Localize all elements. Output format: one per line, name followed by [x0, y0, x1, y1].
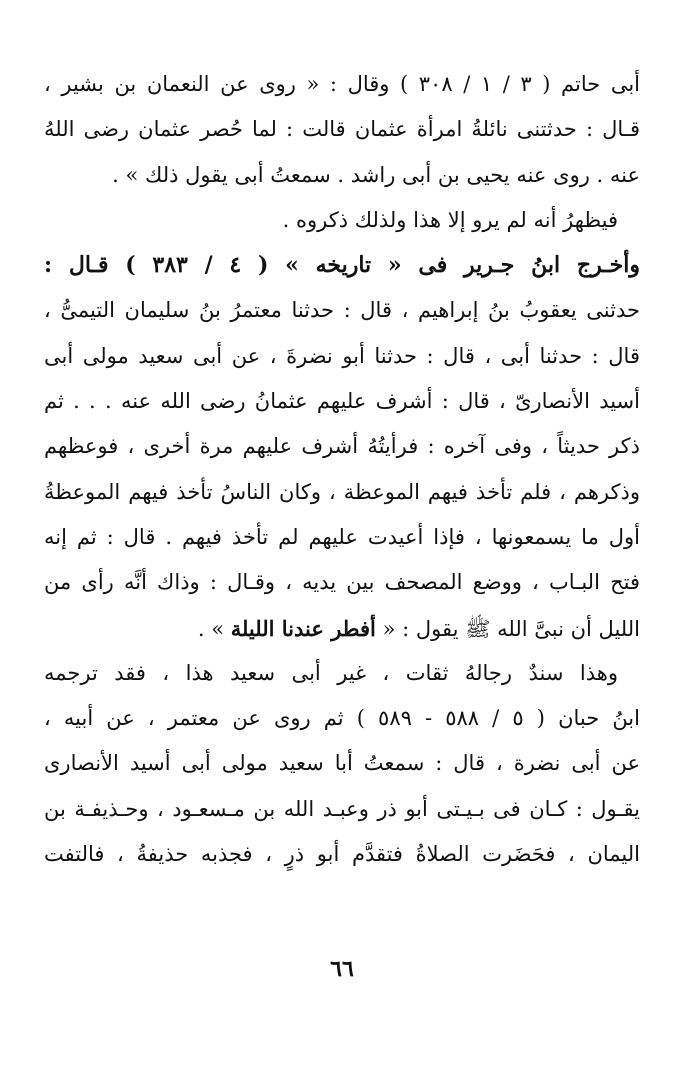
text-line-8: أسيد الأنصارىّ ، قال : أشرف عليهم عثمانُ رضى الله عنه . . . ثم	[44, 389, 640, 414]
text-line-2: قـال : حدثتنى نائلةُ امرأة عثمان قالت : لما حُصر عثمان رضى اللهُ	[44, 117, 640, 142]
text-line-13	[44, 606, 640, 651]
text-line-11: أول ما يسمعونها ، فإذا أعيدت عليهم لم تأخذ فيهم . قال : ثم إنه	[44, 524, 640, 549]
text-line-3: عنه . روى عنه يحيى بن أبى راشد . سمعتُ أبى يقول ذلك » .	[112, 162, 640, 187]
text-line-12: فتح البـاب ، ووضع المصحف بين يديه ، وقـال : وذاك أنَّه رأى من	[44, 570, 640, 595]
text-line-15: ابنُ حبان ( ٥ / ٥٨٨ - ٥٨٩ ) ثم روى عن معتمر ، عن أبيه ،	[44, 706, 640, 731]
text-line-7: قال : حدثنا أبى ، قال : حدثنا أبو نضرةَ ، عن أبى سعيد مولى أبى	[44, 343, 640, 368]
text-line-4: فيظهرُ أنه لم يرو إلا هذا ولذلك ذكروه .	[282, 207, 618, 232]
text-line-10: وذكرهم ، فلم تأخذ فيهم الموعظة ، وكان الناسُ تأخذ فيهم الموعظةُ	[44, 479, 640, 504]
text-line-13-start: الليل أن نبىَّ الله ﷺ يقول : «	[375, 616, 640, 641]
page-body	[44, 62, 640, 877]
page-number: ٦٦	[330, 956, 354, 982]
text-line-1: أبى حاتم ( ٣ / ١ / ٣٠٨ ) وقال : « روى عن النعمان بن بشير ،	[44, 72, 640, 96]
section-heading: وأخـرج ابنُ جـرير فى « تاريخه » ( ٤ / ٣٨٣ ) قـال :	[44, 252, 640, 279]
text-line-16: عن أبى نضرة ، قال : سمعتُ أبا سعيد مولى أبى أسيد الأنصارى	[44, 751, 640, 776]
text-line-17: يقـول : كـان فى بـيـتى أبو ذر وعبـد الله بن مـسعـود ، وحـذيفـة بن	[44, 796, 640, 821]
quoted-phrase: أفطر عندنا الليلة	[230, 615, 376, 641]
text-line-18: اليمان ، فحَضَرت الصلاةُ فتقدَّم أبو ذرٍ ، فجذبه حذيفةُ ، فالتفت	[44, 842, 640, 867]
text-line-13-end: » .	[197, 616, 231, 641]
text-line-9: ذكر حديثاً ، وفى آخره : فرأيتُهُ أشرف عليهم مرة أخرى ، فوعظهم	[44, 434, 640, 459]
text-line-6: حدثنى يعقوبُ بنُ إبراهيم ، قال : حدثنا معتمرُ بنُ سليمان التيمىُّ ،	[44, 298, 640, 323]
text-line-14: وهذا سندٌ رجالهُ ثقات ، غير أبى سعيد هذا ، فقد ترجمه	[44, 660, 618, 685]
